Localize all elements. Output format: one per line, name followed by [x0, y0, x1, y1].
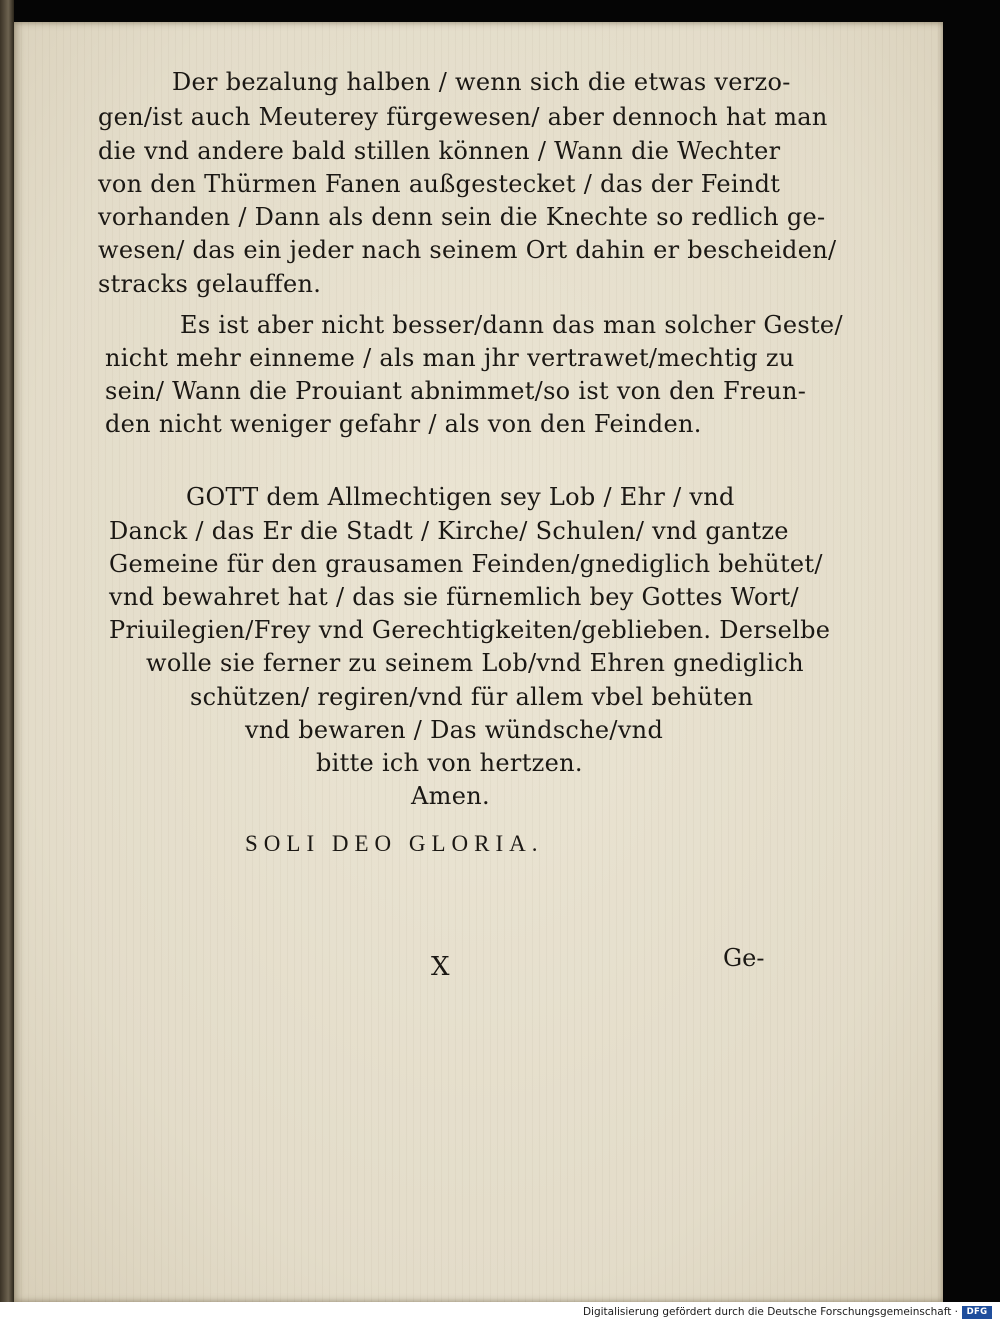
funding-notice: Digitalisierung gefördert durch die Deutsche Forschungsgemeinschaft ·	[582, 1306, 958, 1318]
text-line: stracks gelauffen.	[98, 270, 322, 298]
closing-motto: SOLI DEO GLORIA.	[245, 831, 544, 856]
text-line: GOTT dem Allmechtigen sey Lob / Ehr / vnd	[186, 483, 735, 511]
text-line: die vnd andere bald stillen können / Wann die Wechter	[98, 137, 781, 165]
text-line: vnd bewahret hat / das sie fürnemlich bey Gottes Wort/	[109, 583, 799, 611]
text-line: nicht mehr einneme / als man jhr vertrawet/mechtig zu	[105, 344, 795, 372]
text-line: wolle sie ferner zu seinem Lob/vnd Ehren gnediglich	[146, 649, 804, 677]
text-line: Amen.	[411, 782, 490, 810]
text-line: Der bezalung halben / wenn sich die etwas verzo-	[172, 68, 791, 96]
signature-mark: X	[431, 952, 450, 982]
text-line: Es ist aber nicht besser/dann das man solcher Geste/	[180, 311, 843, 339]
text-line: von den Thürmen Fanen außgestecket / das der Feindt	[98, 170, 781, 198]
text-line: wesen/ das ein jeder nach seinem Ort dahin er bescheiden/	[98, 236, 837, 264]
catchword: Ge-	[723, 944, 765, 972]
text-line: Priuilegien/Frey vnd Gerechtigkeiten/geblieben. Derselbe	[109, 616, 831, 644]
text-line: vnd bewaren / Das wündsche/vnd	[245, 716, 664, 744]
binding-edge	[0, 0, 14, 1302]
text-line: gen/ist auch Meuterey fürgewesen/ aber dennoch hat man	[98, 103, 828, 131]
text-line: vorhanden / Dann als denn sein die Knechte so redlich ge-	[98, 203, 826, 231]
text-line: Gemeine für den grausamen Feinden/gnediglich behütet/	[109, 550, 823, 578]
text-line: bitte ich von hertzen.	[316, 749, 583, 777]
text-line: sein/ Wann die Prouiant abnimmet/so ist von den Freun-	[105, 377, 807, 405]
footer-bar	[0, 1302, 1000, 1323]
text-line: Danck / das Er die Stadt / Kirche/ Schulen/ vnd gantze	[109, 517, 789, 545]
text-line: schützen/ regiren/vnd für allem vbel behüten	[190, 683, 754, 711]
text-line: den nicht weniger gefahr / als von den Feinden.	[105, 410, 702, 438]
dfg-logo: DFG	[962, 1306, 992, 1319]
